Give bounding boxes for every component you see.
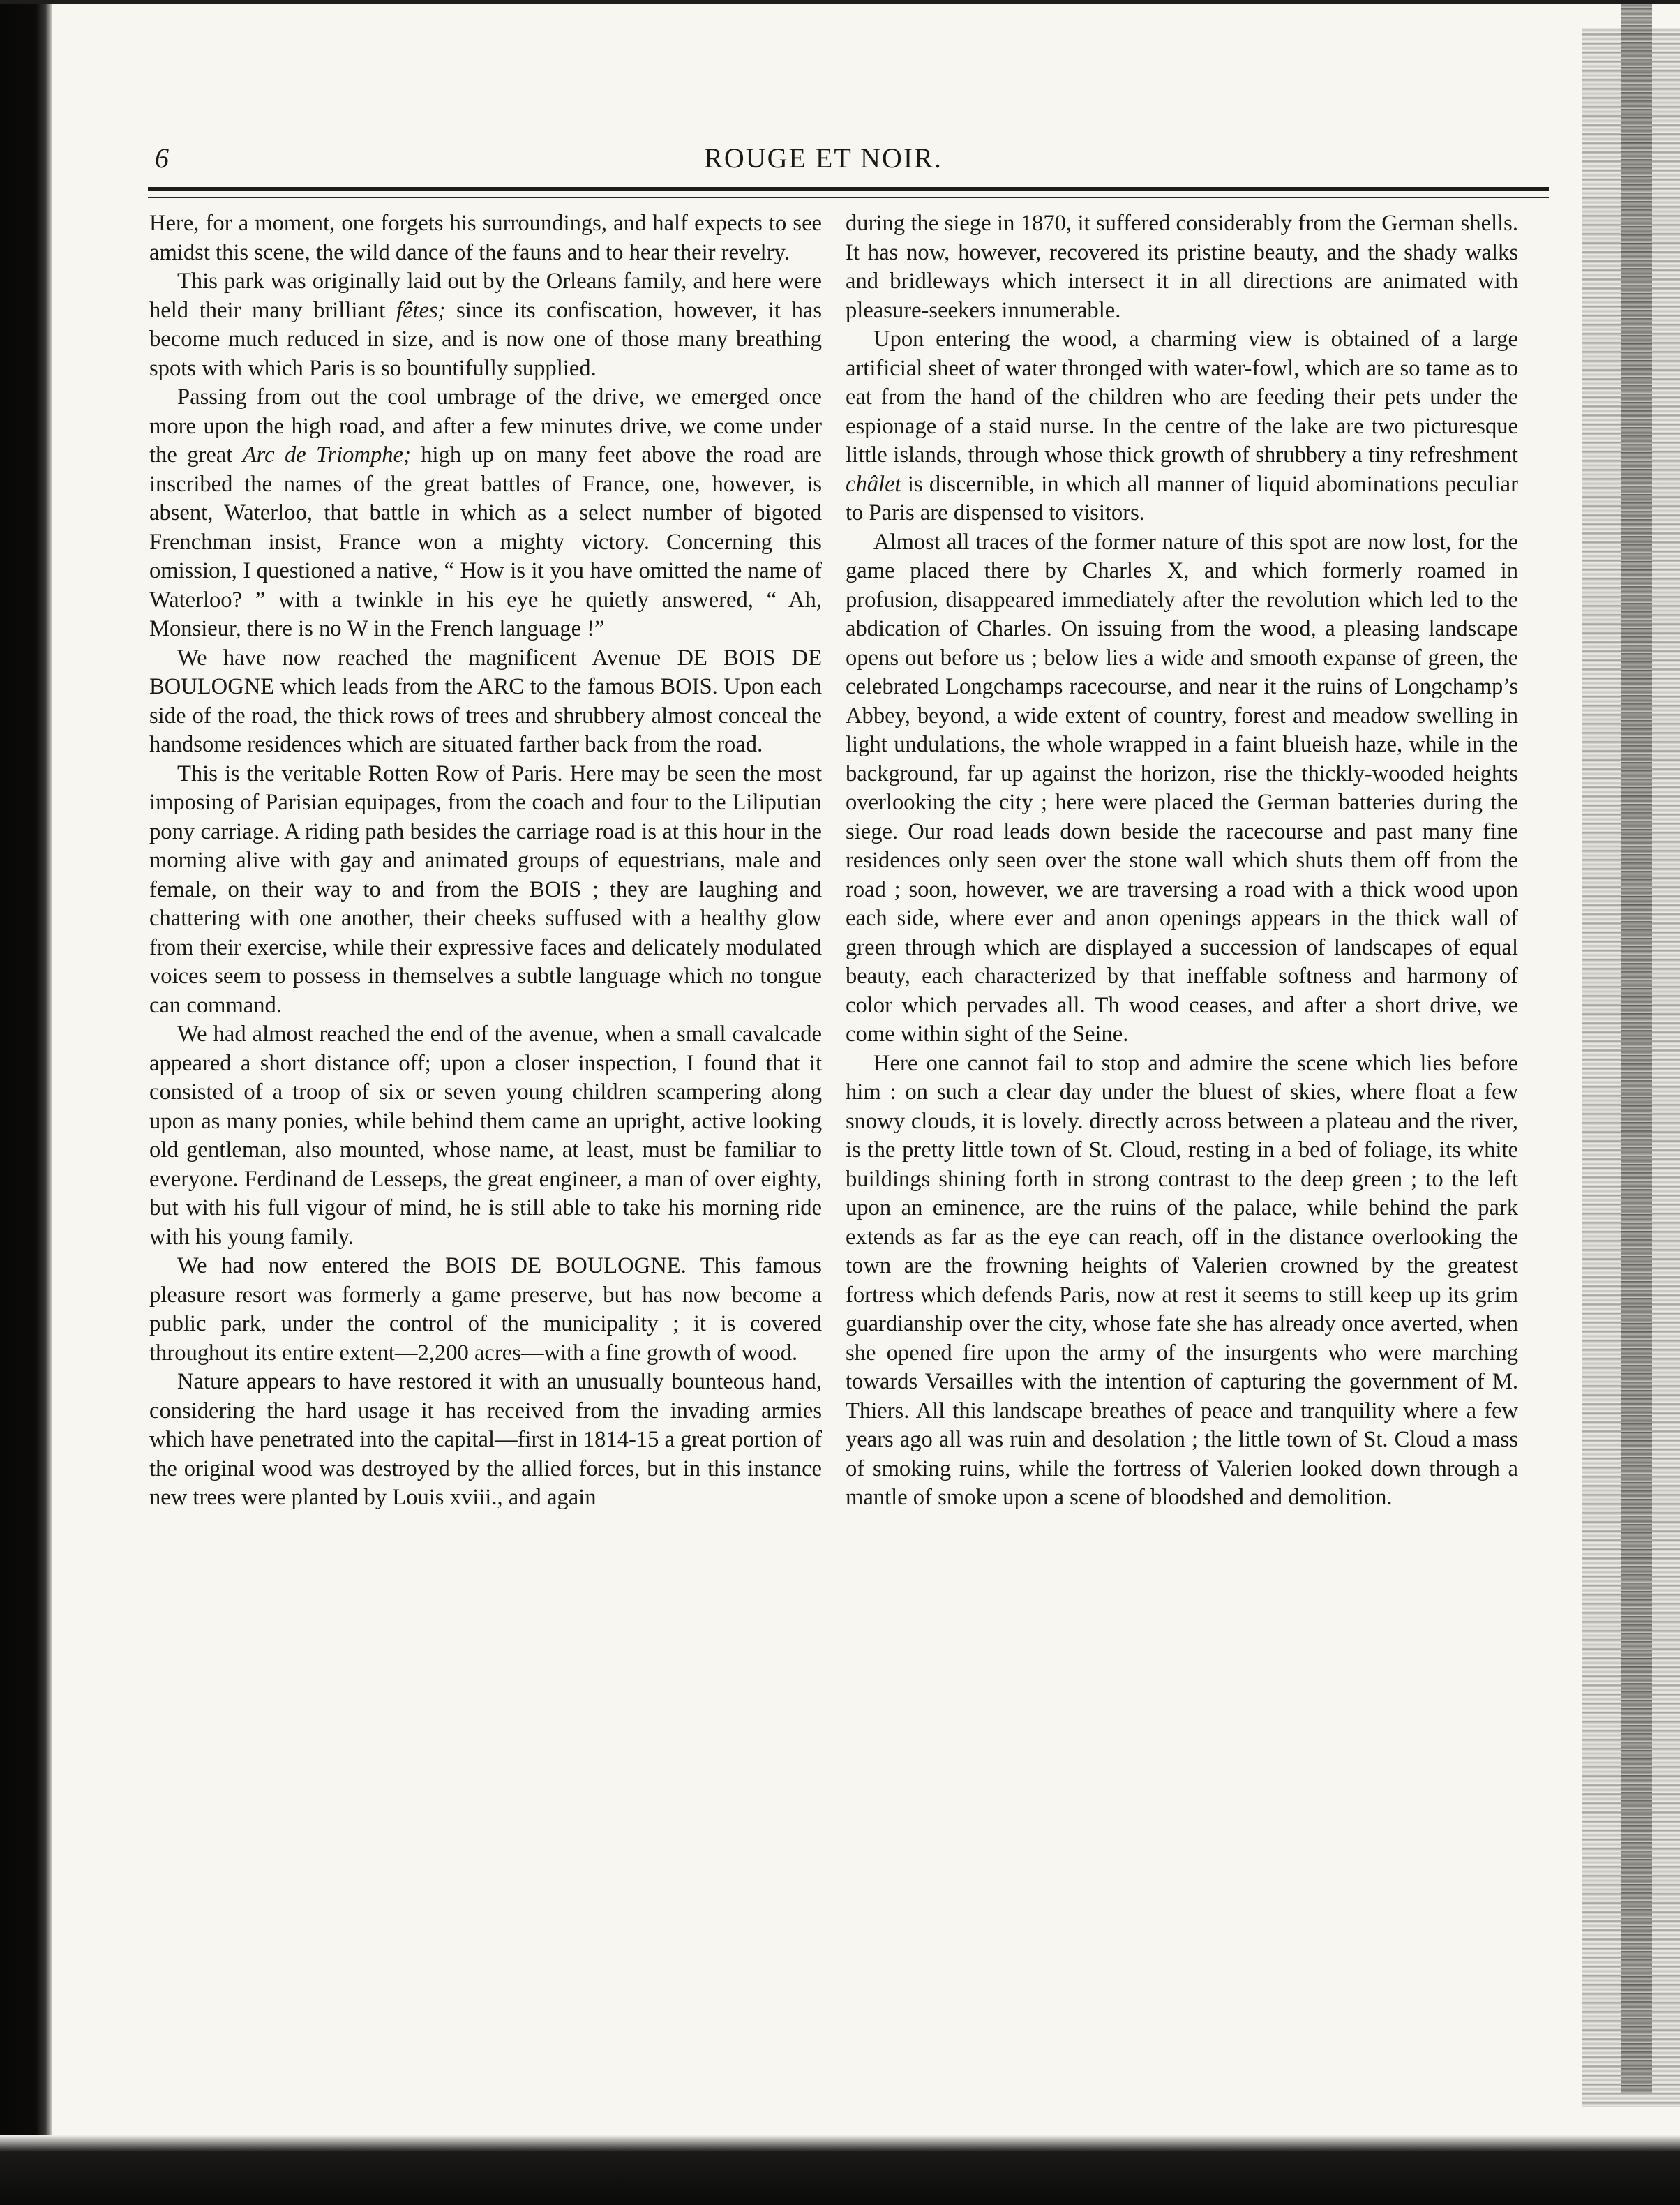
paragraph-text: Passing from out the cool umbrage of the drive, we emerged once more upon the high road, and after a few minutes drive, we come under the great <box>149 384 822 468</box>
italic-text: châlet <box>846 471 901 497</box>
paragraph-text: This park was originally laid out by the Orleans family, and here were held their many brilliant <box>149 269 822 323</box>
left-column <box>149 209 822 2093</box>
paragraph: Nature appears to have restored it with an unusually bounteous hand, considering the hard usage it has received from the invading armies which have penetrated into the capital—first in 1814-15 a great portion of the original wood was destroyed by the allied forces, but in this instance new trees were planted by Louis xviii., and again <box>149 1369 822 1510</box>
paragraph-text: since its confiscation, however, it has become much reduced in size, and is now one of those many breathing spots with which Paris is so bountifully supplied. <box>149 297 822 381</box>
paragraph: during the siege in 1870, it suffered considerably from the German shells. It has now, however, recovered its pristine beauty, and the shady walks and bridleways which intersect it in all directions are animated with pleasure-seekers innumerable. <box>846 211 1518 323</box>
paragraph <box>149 267 822 383</box>
paragraph-text: is discernible, in which all manner of liquid abominations peculiar to Paris are dispensed to visitors. <box>846 471 1518 525</box>
paragraph: Almost all traces of the former nature of this spot are now lost, for the game placed there by Charles X, and which formerly roamed in profusion, disappeared immediately after the revolution which led to the abdication of Charles. On issuing from the wood, a pleasing landscape opens out before us ; below lies a wide and smooth expanse of green, the celebrated Longchamps racecourse, and near it the ruins of Longchamp’s Abbey, beyond, a wide extent of country, forest and meadow swelling in light undulations, the whole wrapped in a faint blueish haze, while in the background, far up against the horizon, rise the thickly-wooded heights overlooking the city ; here were placed the German batteries during the siege. Our road leads down beside the racecourse and past many fine residences only seen over the stone wall which shuts them off from the road ; soon, however, we are traversing a road with a thick wood upon each side, where ever and anon openings appears in the thick wall of green through which are displayed a succession of landscapes of equal beauty, each characterized by that ineffable softness and harmony of color which pervades all. Th wood ceases, and after a short drive, we come within sight of the Seine. <box>846 529 1518 1047</box>
paragraph: Here, for a moment, one forgets his surroundings, and half expects to see amidst this scene, the wild dance of the fauns and to hear their revelry. <box>149 211 822 265</box>
paragraph: We had now entered the BOIS DE BOULOGNE. This famous pleasure resort was formerly a game preserve, but has now become a public park, under the control of the municipality ; it is covered throughout its entire extent—2,200 acres—with a fine growth of wood. <box>149 1253 822 1366</box>
paragraph <box>846 325 1518 528</box>
header-rule-thin <box>148 197 1549 198</box>
scan-edge-bottom <box>0 2135 1680 2205</box>
scan-edge-left <box>0 0 52 2205</box>
scan-edge-top <box>0 0 1680 11</box>
paragraph: We had almost reached the end of the avenue, when a small cavalcade appeared a short distance off; upon a closer inspection, I found that it consisted of a troop of six or seven young children scampering along upon as many ponies, while behind them came an upright, active looking old gentleman, also mounted, whose name, at least, must be familiar to everyone. Ferdinand de Lesseps, the great engineer, a man of over eighty, but with his full vigour of mind, he is still able to take his morning ride with his young family. <box>149 1022 822 1250</box>
paragraph <box>149 383 822 644</box>
page-number: 6 <box>155 142 169 174</box>
running-title: ROUGE ET NOIR. <box>704 142 943 174</box>
right-column <box>846 209 1518 2093</box>
paragraph: We have now reached the magnificent Avenue DE BOIS DE BOULOGNE which leads from the ARC to the famous BOIS. Upon each side of the road, the thick rows of trees and shrubbery almost conceal the handsome residences which are situated farther back from the road. <box>149 645 822 757</box>
header-rule-thick <box>148 187 1549 191</box>
paragraph-text: Upon entering the wood, a charming view is obtained of a large artificial sheet of water thronged with water-fowl, which are so tame as to eat from the hand of the children who are feeding their pets under the espionage of a staid nurse. In the centre of the lake are two picturesque little islands, through whose thick growth of shrubbery a tiny refreshment <box>846 327 1518 468</box>
paragraph-text: high up on many feet above the road are inscribed the names of the great battles of France, one, however, is absent, Waterloo, that battle in which as a select number of bigoted Frenchman insist, France won a mighty victory. Concerning this omission, I questioned a native, “ How is it you have omitted the name of Waterloo? ” with a twinkle in his eye he quietly answered, “ Ah, Monsieur, there is no W in the French language !” <box>149 442 822 641</box>
paragraph: Here one cannot fail to stop and admire the scene which lies before him : on such a clear day under the bluest of skies, where float a few snowy clouds, it is lovely. directly across between a plateau and the river, is the pretty little town of St. Cloud, resting in a bed of foliage, its white buildings shining forth in strong contrast to the deep green ; to the left upon an eminence, are the ruins of the palace, while behind the park extends as far as the eye can reach, off in the distance overlooking the town are the frowning heights of Valerien crowned by the greatest fortress which defends Paris, now at rest it seems to still keep up its grim guardianship over the city, whose fate she has already once averted, when she opened fire upon the army of the insurgents who were marching towards Versailles with the intention of capturing the government of M. Thiers. All this landscape breathes of peace and tranquility where a few years ago all was ruin and desolation ; the little town of St. Cloud a mass of smoking ruins, while the fortress of Valerien looked down through a mantle of smoke upon a scene of bloodshed and demolition. <box>846 1050 1518 1510</box>
paragraph: This is the veritable Rotten Row of Paris. Here may be seen the most imposing of Parisian equipages, from the coach and four to the Liliputian pony carriage. A riding path besides the carriage road is at this hour in the morning alive with gay and animated groups of equestrians, male and female, on their way to and from the BOIS ; they are laughing and chattering with one another, their cheeks suffused with a healthy glow from their exercise, while their expressive faces and delicately modulated voices seem to possess in themselves a subtle language which no tongue can command. <box>149 761 822 1018</box>
scan-edge-right-shadow <box>1621 0 1652 2093</box>
italic-text: fêtes; <box>396 297 446 323</box>
italic-text: Arc de Triomphe; <box>242 442 411 468</box>
